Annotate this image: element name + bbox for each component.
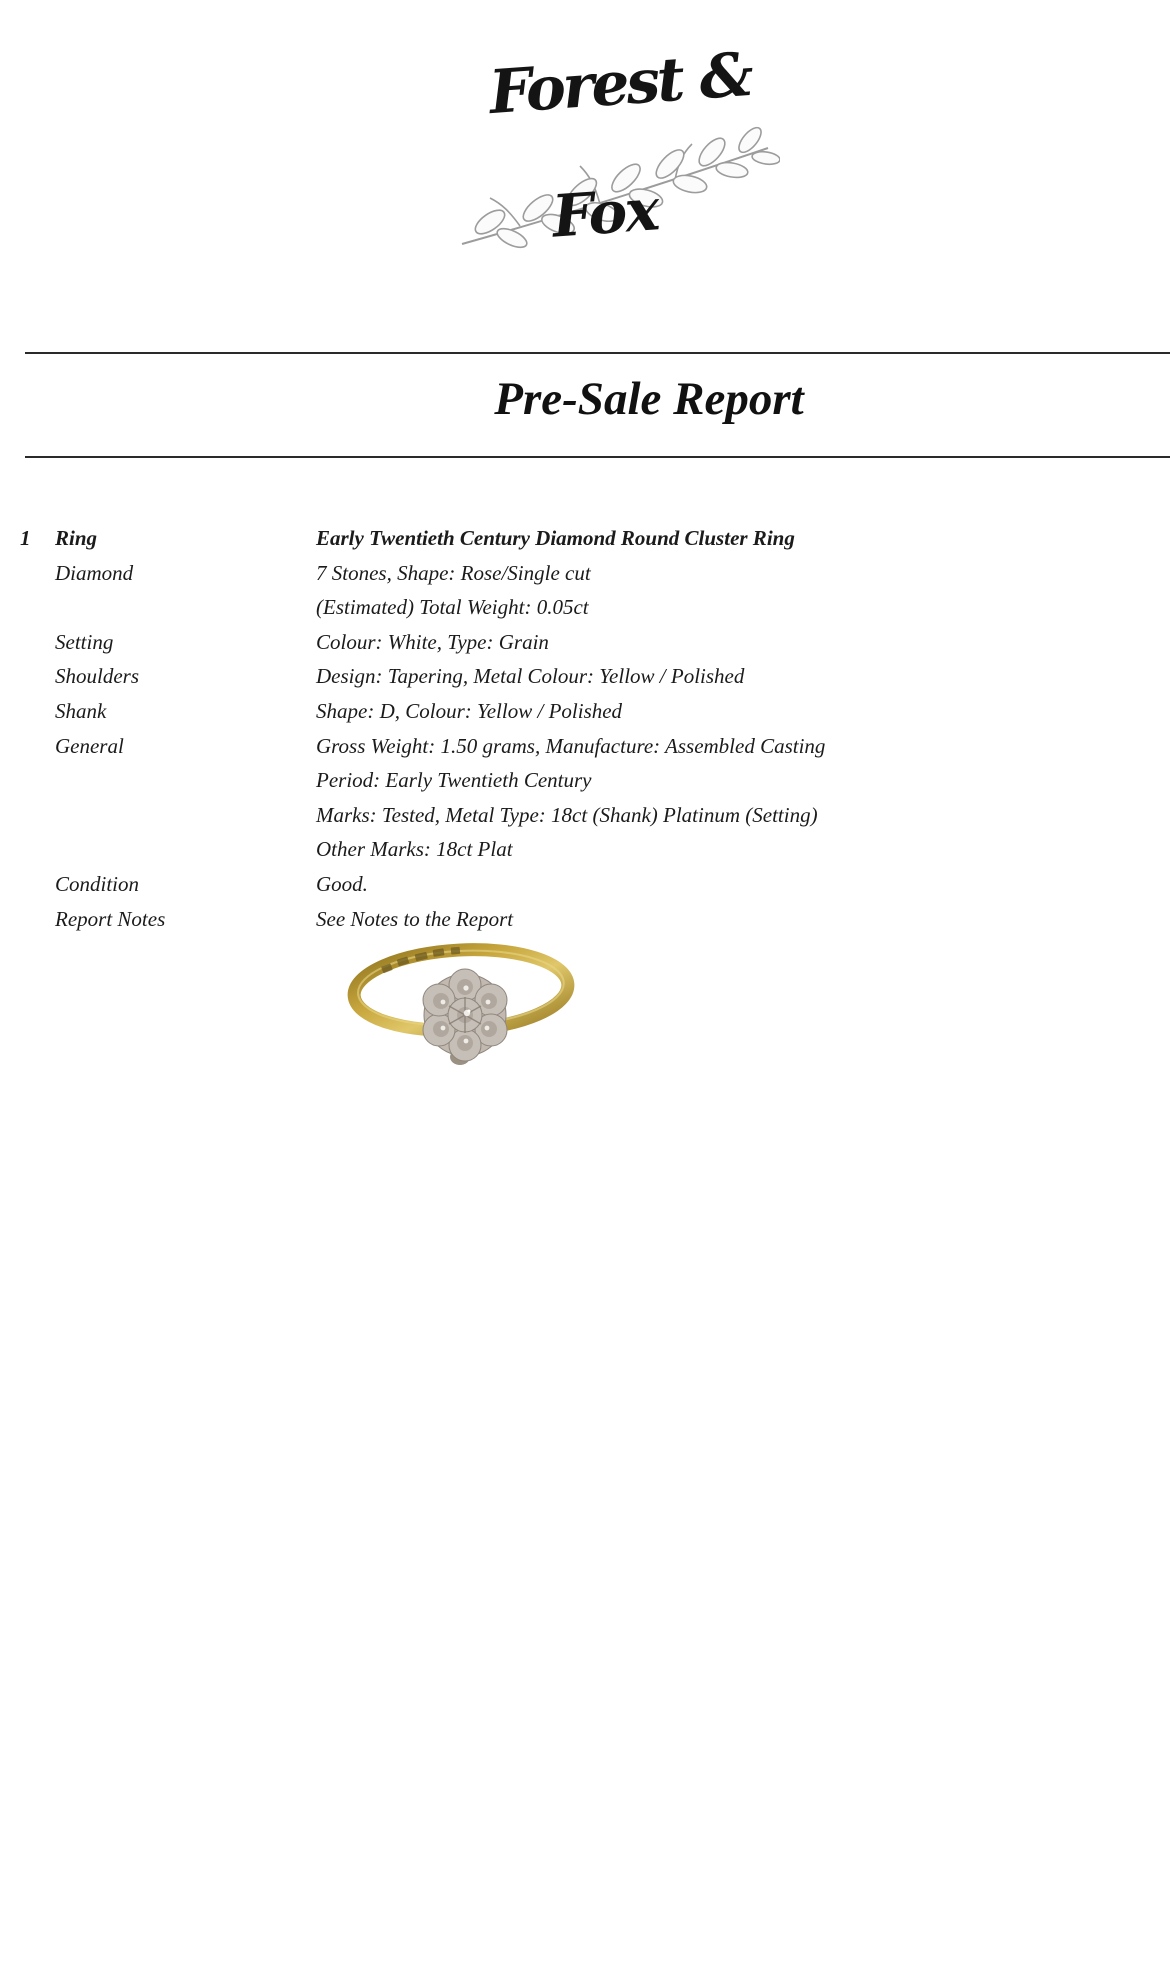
row-value: Good. [316,871,368,896]
logo-text-forest: Forest & [487,39,753,129]
ring-photo [335,935,580,1070]
page-title: Pre-Sale Report [494,373,804,425]
logo-text-fox: Fox [550,175,660,251]
row-value: Early Twentieth Century Diamond Round Cluster Ring [316,526,795,550]
row-value: Design: Tapering, Metal Colour: Yellow / Polished [316,664,745,689]
table-row [0,729,1170,764]
row-value: See Notes to the Report [316,906,514,931]
item-number [0,625,55,660]
item-number [0,694,55,729]
table-row [0,694,1170,729]
row-label: Report Notes [55,906,166,931]
row-label: Shank [55,698,107,723]
item-number [0,556,55,591]
row-label: Condition [55,871,140,896]
table-row [0,763,1170,798]
row-label: General [55,733,124,758]
item-number [0,902,55,937]
row-value: 7 Stones, Shape: Rose/Single cut [316,560,591,585]
table-row [0,902,1170,937]
row-label [55,832,316,867]
table-row [0,832,1170,867]
row-value: Shape: D, Colour: Yellow / Polished [316,698,623,723]
row-label: Shoulders [55,664,139,689]
item-number: 1 [20,526,31,550]
item-number [0,763,55,798]
table-row [0,556,1170,591]
row-value: Marks: Tested, Metal Type: 18ct (Shank) Platinum (Setting) [316,802,818,827]
table-row [0,798,1170,833]
header-rule-bottom [25,456,1170,458]
item-number [0,590,55,625]
row-label [55,763,316,798]
row-value: Gross Weight: 1.50 grams, Manufacture: Assembled Casting [316,733,826,758]
report-table [0,521,1170,936]
table-row [0,867,1170,902]
row-label [55,590,316,625]
table-row [0,590,1170,625]
forest-and-fox-logo [450,39,780,278]
item-number [0,867,55,902]
table-row [0,521,1170,556]
row-value: Colour: White, Type: Grain [316,629,549,654]
row-label: Setting [55,629,114,654]
table-row [0,625,1170,660]
row-value: Other Marks: 18ct Plat [316,837,513,862]
row-value: Period: Early Twentieth Century [316,768,592,793]
item-number [0,729,55,764]
row-value: (Estimated) Total Weight: 0.05ct [316,595,589,620]
item-number [0,659,55,694]
row-label: Diamond [55,560,134,585]
item-number [0,832,55,867]
row-label [55,798,316,833]
table-row [0,659,1170,694]
row-label: Ring [55,526,98,550]
item-number [0,798,55,833]
header-rule-top [25,352,1170,354]
